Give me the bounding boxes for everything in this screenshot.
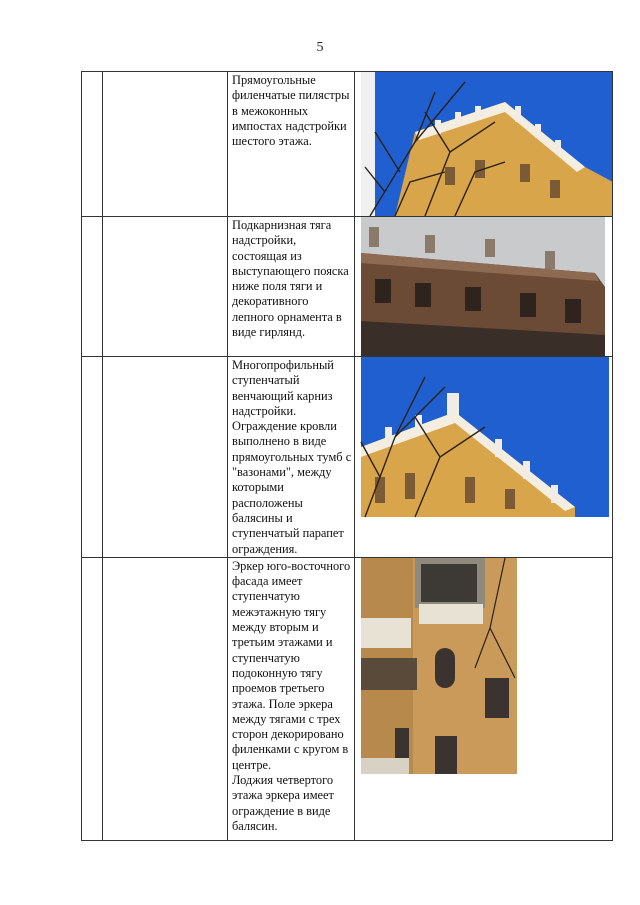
index-cell bbox=[82, 217, 103, 357]
photo-cell bbox=[355, 357, 613, 558]
description-cell bbox=[228, 217, 355, 357]
photo-cell bbox=[355, 217, 613, 357]
description-cell bbox=[228, 357, 355, 558]
element-cell bbox=[103, 557, 228, 840]
photo-cornice-garlands bbox=[355, 217, 613, 356]
photo-cell bbox=[355, 72, 613, 217]
table-row bbox=[82, 217, 613, 357]
element-cell bbox=[103, 217, 228, 357]
description-text: Многопрофильный ступенчатый венчающий карниз надстройки. Ограждение кровли выполнено в виде прямоугольных тумб с "вазонами", между которыми расположены балясины и ступенчатый парапет ограждения. bbox=[232, 358, 352, 556]
page-number: 5 bbox=[316, 40, 324, 55]
photo-crowning-cornice bbox=[355, 357, 613, 550]
photo-pilasters bbox=[355, 72, 613, 216]
table-row bbox=[82, 72, 613, 217]
table-row bbox=[82, 357, 613, 558]
description-text: Подкарнизная тяга надстройки, состоящая из выступающего пояска ниже поля тяги и декоративного лепного орнамента в виде гирлянд. bbox=[232, 218, 349, 340]
description-cell bbox=[228, 557, 355, 840]
index-cell bbox=[82, 72, 103, 217]
facade-elements-table bbox=[81, 71, 613, 841]
description-cell bbox=[228, 72, 355, 217]
element-cell bbox=[103, 357, 228, 558]
description-text: Эркер юго-восточного фасада имеет ступенчатую межэтажную тягу между вторым и третьим этажами и ступенчатую подоконную тягу проемов третьего этажа. Поле эркера между тягами с трех сторон декорировано филенками с кругом в центре. bbox=[232, 558, 351, 772]
photo-cell bbox=[355, 557, 613, 840]
element-cell bbox=[103, 72, 228, 217]
table-row bbox=[82, 557, 613, 840]
index-cell bbox=[82, 357, 103, 558]
description-text: Прямоугольные филенчатые пилястры в межоконных импостах надстройки шестого этажа. bbox=[232, 73, 350, 149]
photo-bay-window bbox=[355, 558, 613, 840]
index-cell bbox=[82, 557, 103, 840]
description-text: Лоджия четвертого этажа эркера имеет ограждение в виде балясин. bbox=[232, 773, 334, 833]
